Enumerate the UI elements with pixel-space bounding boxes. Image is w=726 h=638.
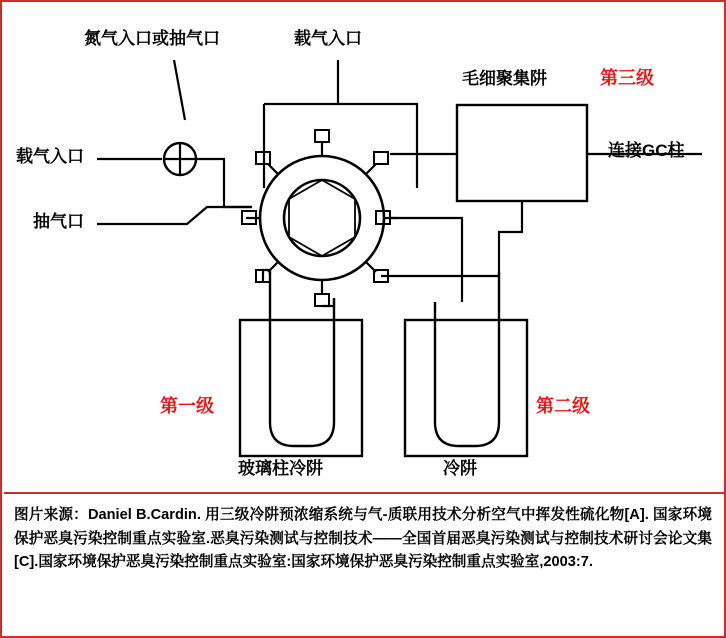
port-stub-topright <box>366 164 376 174</box>
stage1-dewar <box>240 320 362 456</box>
pipe-valve-to-stage2 <box>390 218 462 302</box>
port-bottom <box>315 294 329 306</box>
figure-caption: 图片来源：Daniel B.Cardin. 用三级冷阱预浓缩系统与气-质联用技术分析空气中挥发性硫化物[A]. 国家环境保护恶臭污染控制重点实验室.恶臭污染测试与控制技术——全国首届恶臭污染测试与控制技术研讨会论文集[C].国家环境保护恶臭污染控制重点实验室:国家环境保护恶臭污染控制重点实验室,2003:7. <box>14 507 712 571</box>
label-stage-two: 第二级 <box>536 396 590 416</box>
pipe-stage2-to-trap <box>499 201 522 272</box>
label-nitrogen-inlet: 氮气入口或抽气口 <box>84 29 220 48</box>
port-topright <box>374 152 388 164</box>
stage1-u-tube <box>270 270 334 446</box>
valve-outer-body <box>260 156 384 280</box>
label-stage-one: 第一级 <box>160 396 214 416</box>
port-top <box>315 130 329 142</box>
stage2-u-tube <box>435 272 499 446</box>
caption-divider <box>4 492 724 494</box>
label-gc-column: 连接GC柱 <box>608 141 685 160</box>
label-cold-trap: 冷阱 <box>443 459 477 478</box>
valve-inner-rotor <box>284 180 360 256</box>
label-carrier-gas-inlet-left: 载气入口 <box>16 147 84 166</box>
port-stub-topleft <box>268 164 278 174</box>
pipe-knob-to-valve <box>196 159 252 207</box>
label-stage-three: 第三级 <box>600 68 654 88</box>
label-glass-cold-trap: 玻璃柱冷阱 <box>238 459 323 478</box>
stage2-dewar <box>405 320 527 456</box>
pipe-top-right <box>338 104 417 152</box>
label-vacuum-port: 抽气口 <box>33 212 84 231</box>
leader-nitrogen-inlet <box>174 60 185 120</box>
valve-rotor-hex <box>289 180 355 256</box>
pipe-vacuum-port <box>97 207 252 224</box>
process-diagram <box>2 2 726 494</box>
capillary-trap-box <box>457 105 587 201</box>
label-carrier-gas-inlet-top: 载气入口 <box>294 29 362 48</box>
pipe-valve-to-stage2-right <box>381 272 499 276</box>
label-capillary-trap: 毛细聚集阱 <box>462 69 547 88</box>
